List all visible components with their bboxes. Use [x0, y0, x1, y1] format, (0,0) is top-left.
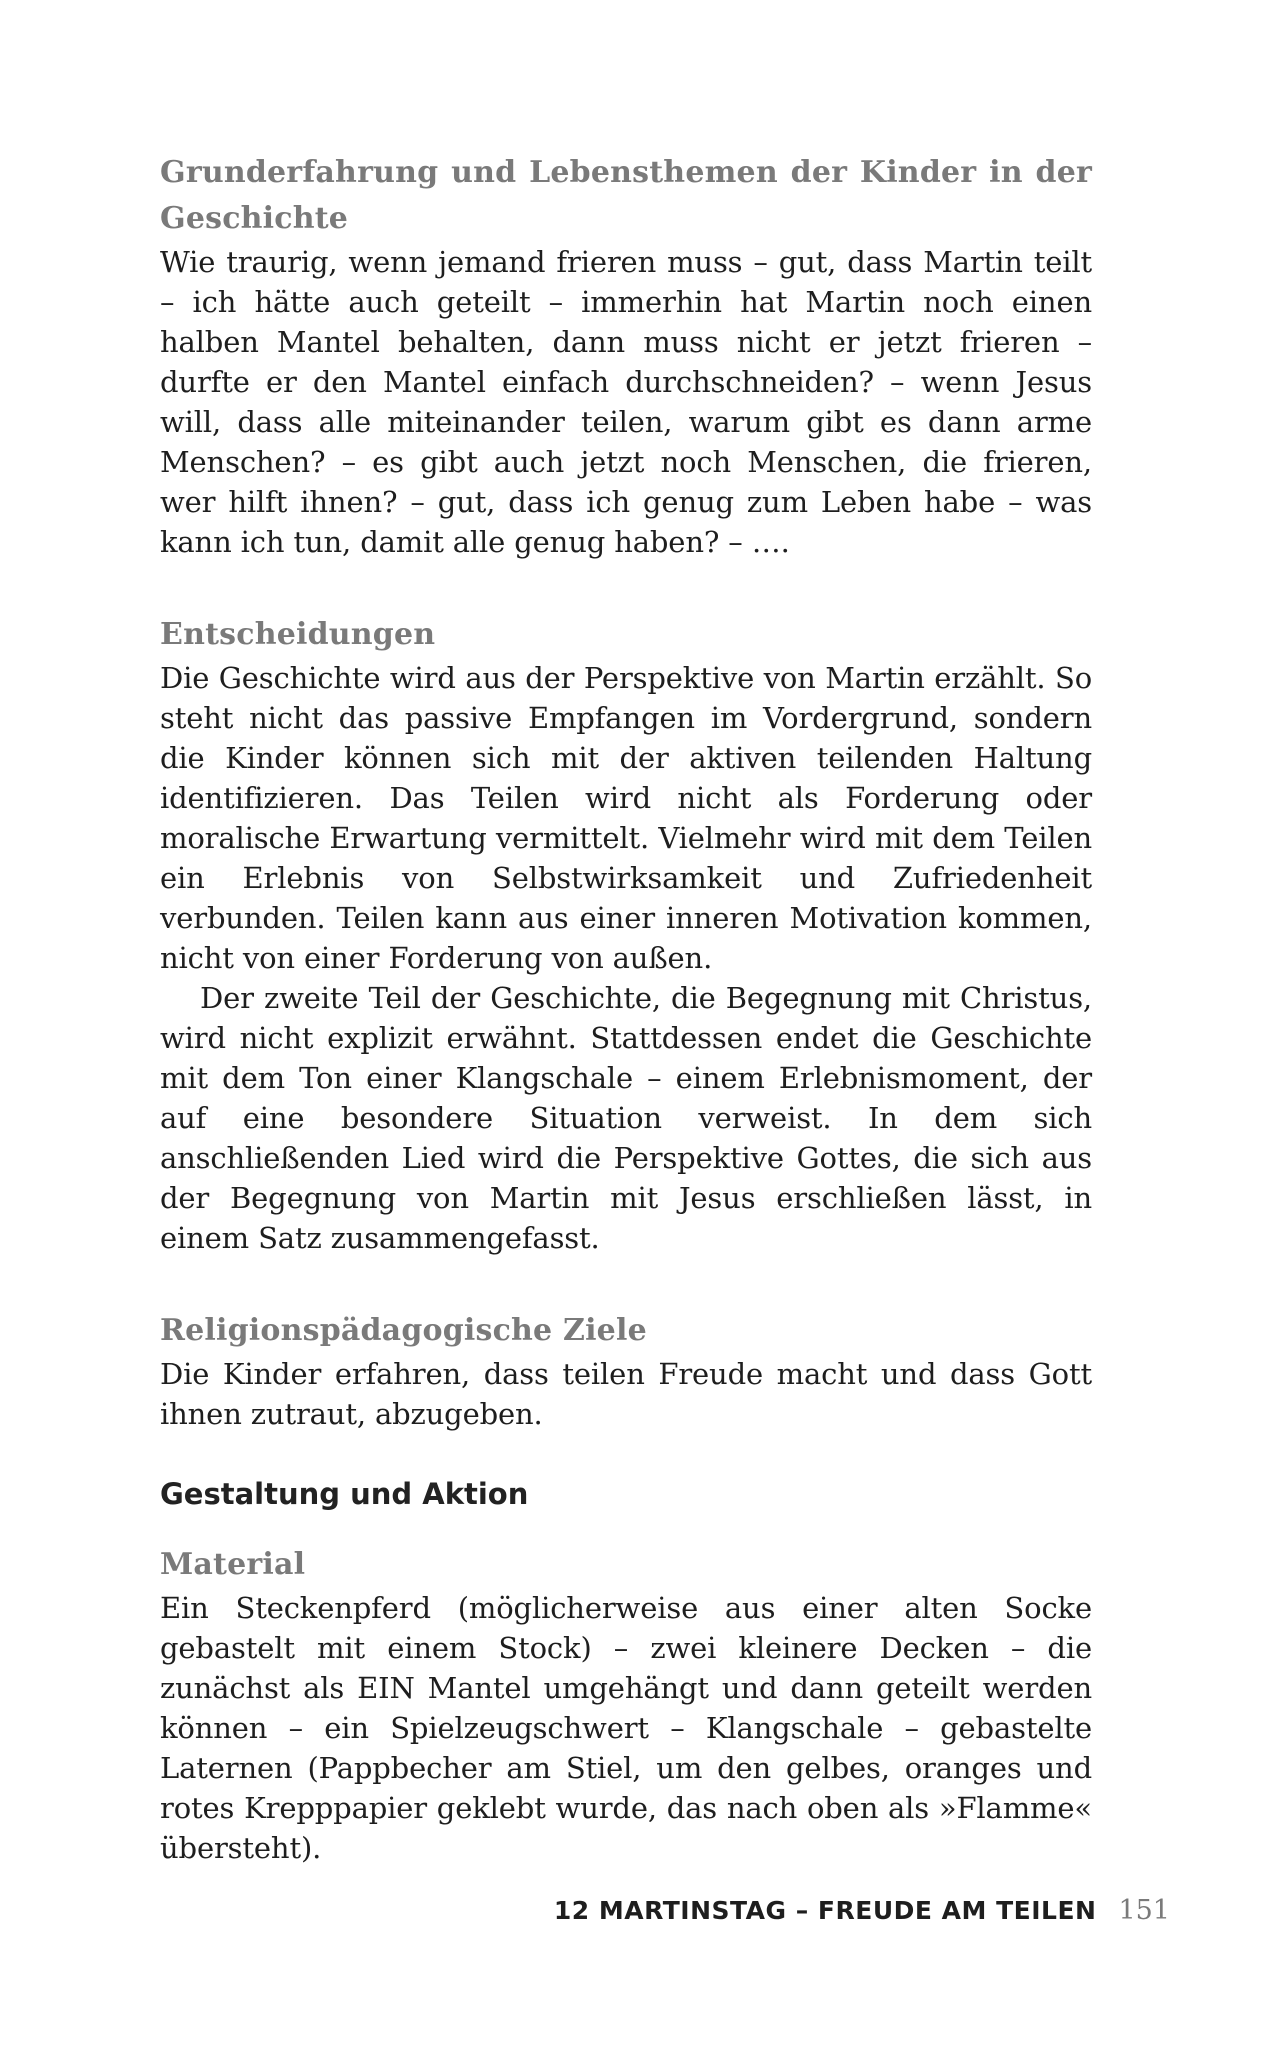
section-paragraph-decisions-2: Der zweite Teil der Geschichte, die Begegnung mit Christus, wird nicht explizit erwähnt. Stattdessen endet die Geschichte mit dem Ton einer Klangschale – einem Erlebnismoment, der auf eine besondere Situation verweist. In dem sich anschließenden Lied wird die Perspektive Gottes, die sich aus der Begegnung von Martin mit Jesus erschließen lässt, in einem Satz zusammengefasst.: [160, 981, 1092, 1255]
section-paragraph-decisions-1: Die Geschichte wird aus der Perspektive von Martin erzählt. So steht nicht das passive Empfangen im Vordergrund, sondern die Kinder können sich mit der aktiven teilenden Haltung identifizieren. Das Teilen wird nicht als Forderung oder moralische Erwartung vermittelt. Vielmehr wird mit dem Teilen ein Erlebnis von Selbstwirksamkeit und Zufriedenheit verbunden. Teilen kann aus einer inneren Motivation kommen, nicht von einer Forderung von außen.: [160, 661, 1092, 975]
section-text-goals: Die Kinder erfahren, dass teilen Freude macht und dass Gott ihnen zutraut, abzugeben.: [160, 1357, 1092, 1431]
page-content: [160, 150, 1092, 1868]
page-footer: [554, 1895, 1170, 1926]
section-heading-design: Gestaltung und Aktion: [160, 1477, 529, 1511]
running-footer-chapter: 12 MARTINSTAG – FREUDE AM TEILEN: [553, 1896, 1097, 1925]
section-heading-decisions: Entscheidungen: [160, 617, 436, 652]
section-text-material: Ein Steckenpferd (möglicherweise aus einer alten Socke gebastelt mit einem Stock) – zwei kleinere Decken – die zunächst als EIN Mantel umgehängt und dann geteilt werden können – ein Spielzeugschwert – Klangschale – gebastelte Laternen (Pappbecher am Stiel, um den gelbes, oranges und rotes Krepppapier geklebt wurde, das nach oben als »Flamme« übersteht).: [160, 1591, 1092, 1865]
section-heading-experience: Grunderfahrung und Lebensthemen der Kinder in der Geschichte: [160, 155, 1092, 236]
section-heading-goals: Religionspädagogische Ziele: [160, 1313, 647, 1348]
section-text-experience: Wie traurig, wenn jemand frieren muss – gut, dass Martin teilt – ich hätte auch geteilt – immerhin hat Martin noch einen halben Mantel behalten, dann muss nicht er jetzt frieren – durfte er den Mantel einfach durchschneiden? – wenn Jesus will, dass alle miteinander teilen, warum gibt es dann arme Menschen? – es gibt auch jetzt noch Menschen, die frieren, wer hilft ihnen? – gut, dass ich genug zum Leben habe – was kann ich tun, damit alle genug haben? – ….: [160, 245, 1092, 559]
page-number: 151: [1118, 1895, 1170, 1926]
section-heading-material: Material: [160, 1547, 306, 1582]
